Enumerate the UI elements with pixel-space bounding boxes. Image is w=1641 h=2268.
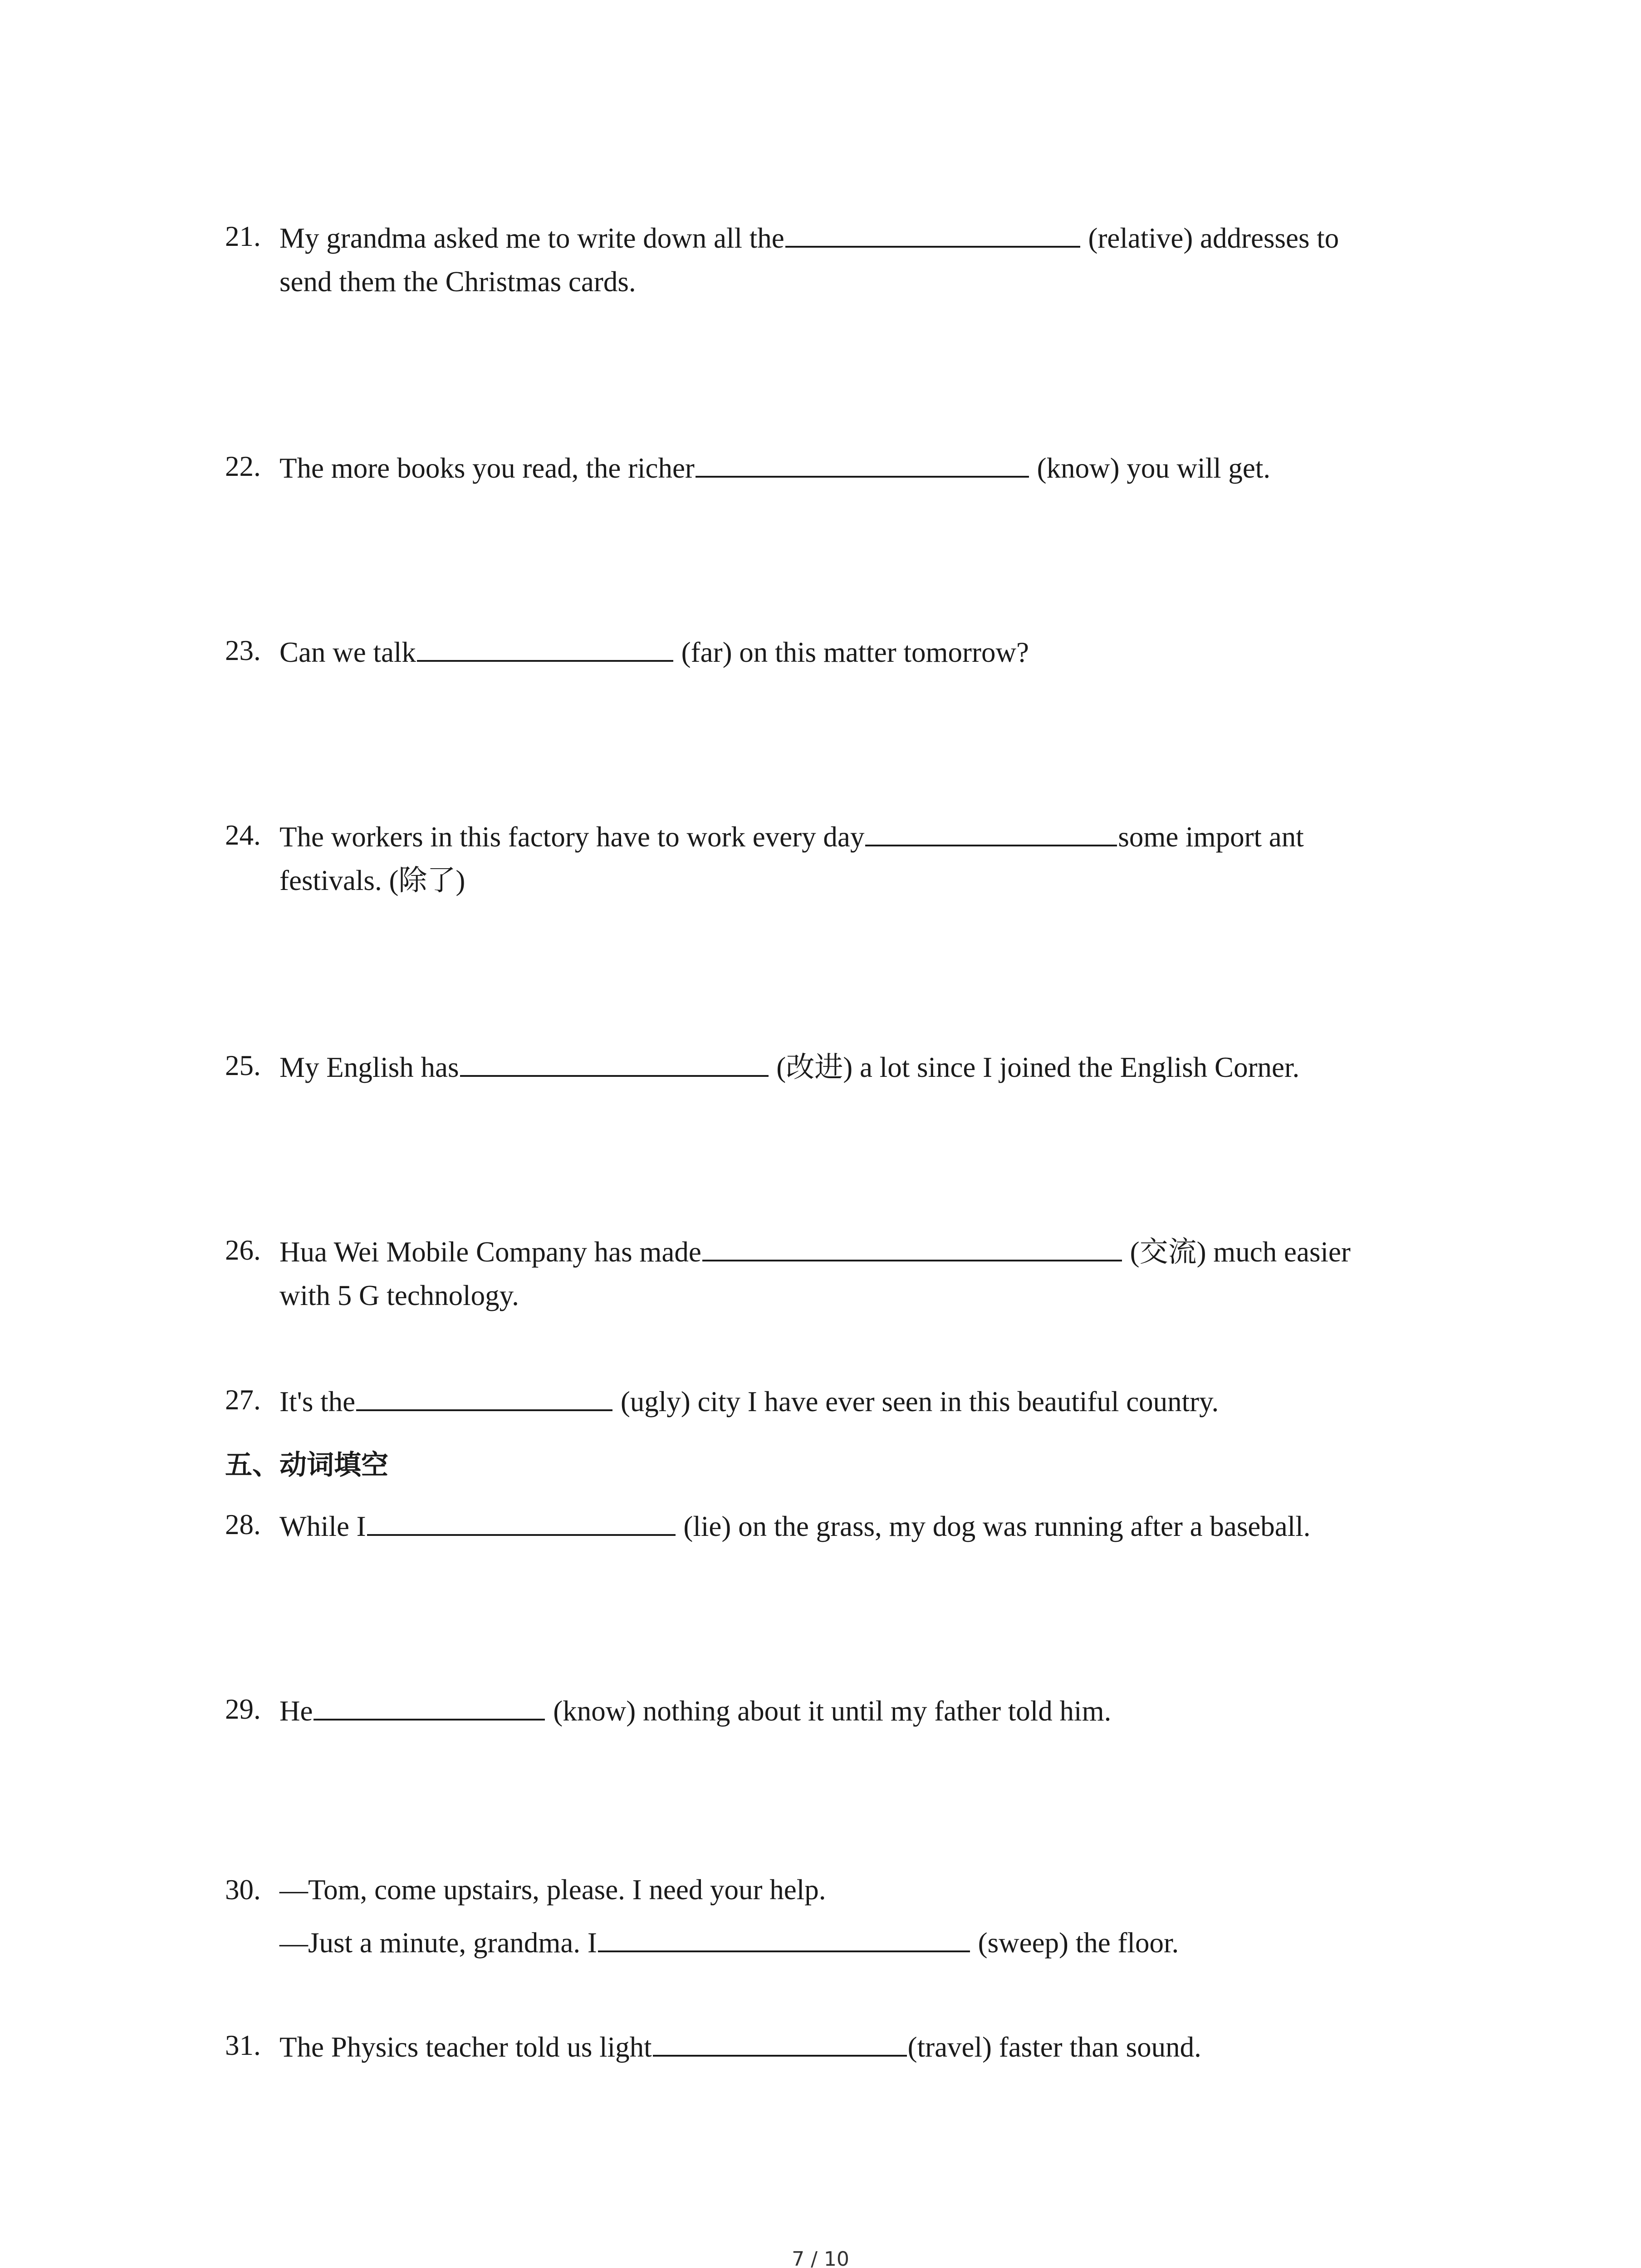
question-text: (know) you will get. <box>1029 452 1271 484</box>
question-24-line-2: festivals. (除了) <box>279 865 465 896</box>
page-number: 7 / 10 <box>792 2248 849 2268</box>
question-text: My grandma asked me to write down all the <box>279 222 784 254</box>
question-text: (改进) a lot since I joined the English Corner. <box>769 1051 1300 1083</box>
question-number: 24. <box>225 819 261 851</box>
question-number: 31. <box>225 2029 261 2061</box>
question-text: (交流) much easier <box>1122 1236 1351 1268</box>
question-number: 28. <box>225 1509 261 1540</box>
answer-blank[interactable] <box>696 452 1029 478</box>
question-text: It's the <box>279 1386 356 1418</box>
question-24-line-1 <box>279 821 1304 851</box>
question-21-line-1 <box>279 222 1339 253</box>
question-number: 27. <box>225 1384 261 1416</box>
question-text: (lie) on the grass, my dog was running after a baseball. <box>676 1510 1311 1542</box>
question-text: The Physics teacher told us light <box>279 2031 652 2063</box>
answer-blank[interactable] <box>702 1236 1122 1261</box>
question-text: (ugly) city I have ever seen in this beautiful country. <box>613 1386 1219 1418</box>
question-text: The workers in this factory have to work every day <box>279 821 865 853</box>
question-text: Can we talk <box>279 636 416 668</box>
question-27-line-1 <box>279 1386 1219 1416</box>
question-22-line-1 <box>279 452 1270 483</box>
question-number: 22. <box>225 450 261 482</box>
question-number: 21. <box>225 220 261 252</box>
question-text: (travel) faster than sound. <box>907 2031 1201 2063</box>
question-30-line-2 <box>279 1927 1179 1957</box>
question-text: He <box>279 1695 313 1727</box>
question-number: 30. <box>225 1874 261 1906</box>
question-text: (sweep) the floor. <box>970 1927 1179 1959</box>
question-number: 26. <box>225 1234 261 1266</box>
question-25-line-1 <box>279 1051 1299 1082</box>
section-heading: 五、动词填空 <box>225 1449 388 1481</box>
answer-blank[interactable] <box>460 1051 769 1077</box>
question-text: some import ant <box>1118 821 1304 853</box>
question-text: (relative) addresses to <box>1081 222 1339 254</box>
answer-blank[interactable] <box>653 2031 907 2057</box>
question-text: Hua Wei Mobile Company has made <box>279 1236 701 1268</box>
question-text: —Just a minute, grandma. I <box>279 1927 597 1959</box>
question-30-line-1: —Tom, come upstairs, please. I need your help. <box>279 1874 826 1906</box>
question-text: My English has <box>279 1051 459 1083</box>
question-number: 29. <box>225 1693 261 1725</box>
question-text: (far) on this matter tomorrow? <box>674 636 1029 668</box>
question-26-line-1 <box>279 1236 1351 1266</box>
question-text: The more books you read, the richer <box>279 452 695 484</box>
question-number: 23. <box>225 635 261 666</box>
question-text: (know) nothing about it until my father told him. <box>546 1695 1112 1727</box>
question-28-line-1 <box>279 1510 1311 1541</box>
answer-blank[interactable] <box>598 1927 970 1952</box>
answer-blank[interactable] <box>417 636 673 662</box>
answer-blank[interactable] <box>356 1386 612 1411</box>
answer-blank[interactable] <box>865 821 1117 846</box>
question-23-line-1 <box>279 636 1029 667</box>
answer-blank[interactable] <box>314 1695 545 1721</box>
question-21-line-2: send them the Christmas cards. <box>279 266 636 298</box>
question-text: While I <box>279 1510 366 1542</box>
question-29-line-1 <box>279 1695 1111 1725</box>
question-26-line-2: with 5 G technology. <box>279 1280 519 1311</box>
question-number: 25. <box>225 1050 261 1081</box>
question-31-line-1 <box>279 2031 1201 2062</box>
answer-blank[interactable] <box>785 222 1080 248</box>
answer-blank[interactable] <box>367 1510 676 1536</box>
